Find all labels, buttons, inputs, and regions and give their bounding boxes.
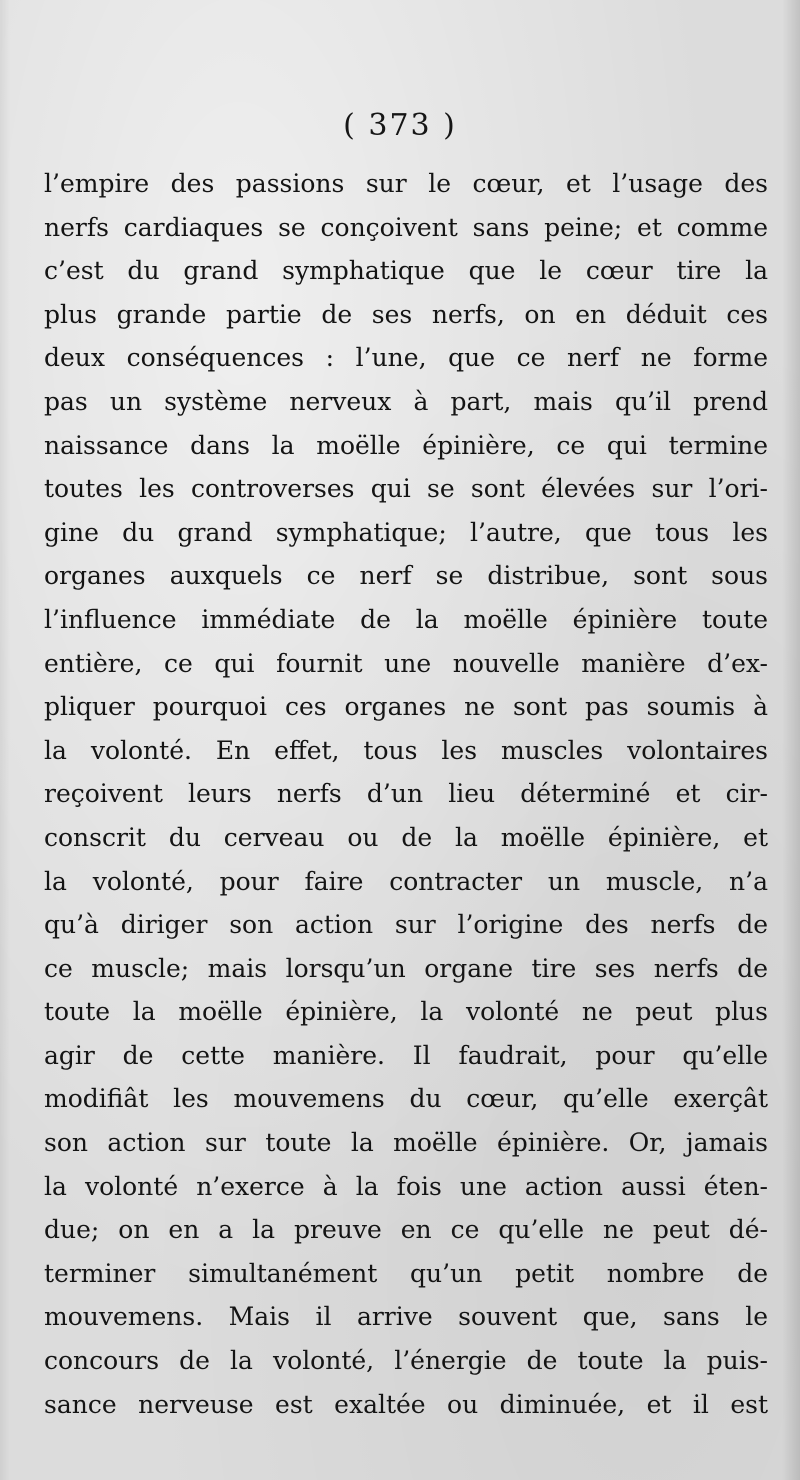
body-text <box>44 162 768 1426</box>
text-line: reçoivent leurs nerfs d’un lieu déterminé et cir- <box>44 779 768 809</box>
text-line: terminer simultanément qu’un petit nombre de <box>44 1258 768 1288</box>
text-line: l’influence immédiate de la moëlle épinière toute <box>44 604 768 634</box>
text-line: organes auxquels ce nerf se distribue, sont sous <box>44 561 768 591</box>
text-line: mouvemens. Mais il arrive souvent que, sans le <box>44 1302 768 1332</box>
page-number: ( 373 ) <box>343 108 457 143</box>
text-line: c’est du grand symphatique que le cœur tire la <box>44 256 768 286</box>
text-line: la volonté n’exerce à la fois une action aussi éten- <box>44 1171 768 1201</box>
text-line: agir de cette manière. Il faudrait, pour qu’elle <box>44 1040 768 1070</box>
text-line: entière, ce qui fournit une nouvelle manière d’ex- <box>44 648 768 678</box>
text-line: pas un système nerveux à part, mais qu’il prend <box>44 386 768 416</box>
text-line: ce muscle; mais lorsqu’un organe tire ses nerfs de <box>44 953 768 983</box>
text-line: gine du grand symphatique; l’autre, que tous les <box>44 517 768 547</box>
page-gutter-shadow <box>782 0 800 1480</box>
text-line: pliquer pourquoi ces organes ne sont pas soumis à <box>44 692 768 722</box>
text-line: l’empire des passions sur le cœur, et l’usage des <box>44 169 768 198</box>
text-line: son action sur toute la moëlle épinière. Or, jamais <box>44 1128 768 1158</box>
text-line: deux conséquences : l’une, que ce nerf ne forme <box>44 343 768 373</box>
text-line: qu’à diriger son action sur l’origine des nerfs de <box>44 910 768 940</box>
text-line: concours de la volonté, l’énergie de toute la puis- <box>44 1346 768 1376</box>
text-line: toute la moëlle épinière, la volonté ne peut plus <box>44 997 768 1027</box>
page-left-edge-shadow <box>0 0 10 1480</box>
text-line: nerfs cardiaques se conçoivent sans peine; et comme <box>44 212 768 242</box>
text-line: sance nerveuse est exaltée ou diminuée, et il est <box>44 1389 768 1419</box>
text-line: toutes les controverses qui se sont élevées sur l’ori- <box>44 474 768 504</box>
text-line: due; on en a la preuve en ce qu’elle ne peut dé- <box>44 1215 768 1245</box>
text-line: conscrit du cerveau ou de la moëlle épinière, et <box>44 822 768 852</box>
text-line: la volonté. En effet, tous les muscles volontaires <box>44 735 768 765</box>
text-line: modifiât les mouvemens du cœur, qu’elle exerçât <box>44 1084 768 1114</box>
text-line: la volonté, pour faire contracter un muscle, n’a <box>44 866 768 896</box>
text-line: plus grande partie de ses nerfs, on en déduit ces <box>44 299 768 329</box>
text-line: naissance dans la moëlle épinière, ce qui termine <box>44 430 768 460</box>
